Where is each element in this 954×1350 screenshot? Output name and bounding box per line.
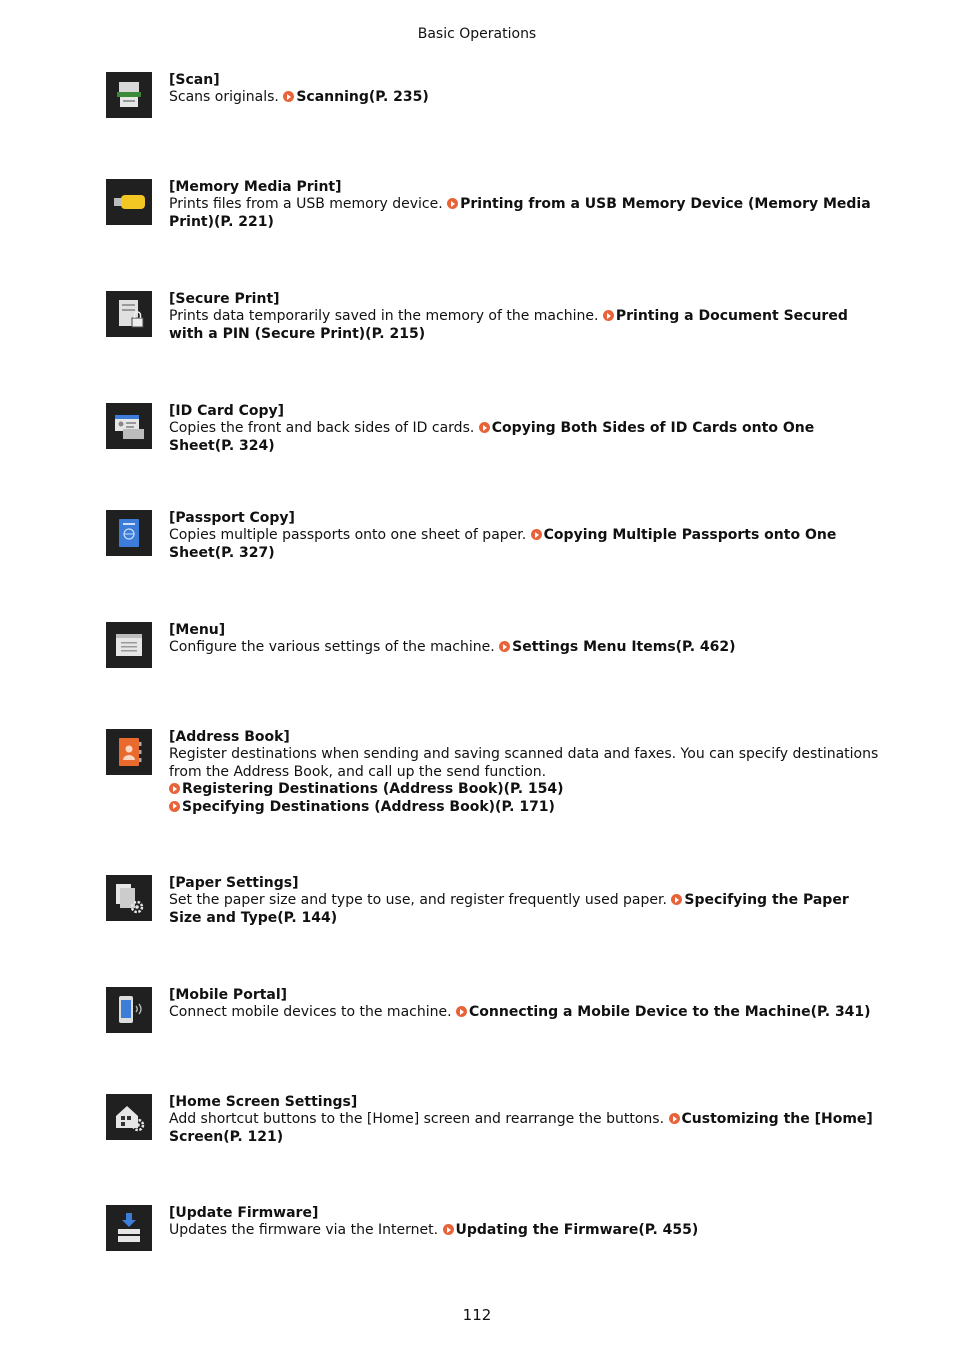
entry-description: Register destinations when sending and saving scanned data and faxes. You can specify destinations from the Address Book, and call up the send function. (169, 746, 879, 780)
entry-text (169, 72, 881, 107)
paper-settings-icon (106, 875, 152, 921)
reference-link[interactable]: Printing a Document Secured with a PIN (Secure Print)(P. 215) (169, 308, 848, 342)
entry-text (169, 987, 881, 1022)
reference-link[interactable]: Connecting a Mobile Device to the Machine(P. 341) (469, 1004, 871, 1021)
entry-description: Prints data temporarily saved in the memory of the machine. (169, 308, 599, 325)
link-arrow-icon (443, 1224, 454, 1235)
entry-description: Set the paper size and type to use, and register frequently used paper. (169, 892, 667, 909)
entry-title: [Update Firmware] (169, 1205, 319, 1221)
reference-link[interactable]: Scanning(P. 235) (296, 89, 429, 106)
entry-title: [Mobile Portal] (169, 987, 288, 1003)
link-arrow-icon (456, 1006, 467, 1017)
link-arrow-icon (669, 1113, 680, 1124)
entry-title: [Scan] (169, 72, 220, 88)
link-arrow-icon (169, 783, 180, 794)
entry-title: [Menu] (169, 622, 226, 638)
link-arrow-icon (499, 641, 510, 652)
entry-title: [Secure Print] (169, 291, 280, 307)
entry-text (169, 875, 881, 927)
entry-text (169, 729, 881, 816)
entry-description: Add shortcut buttons to the [Home] screen and rearrange the buttons. (169, 1111, 665, 1128)
reference-link[interactable]: Printing from a USB Memory Device (Memory Media Print)(P. 221) (169, 196, 871, 230)
entry-description: Scans originals. (169, 89, 279, 106)
reference-link[interactable]: Specifying the Paper Size and Type(P. 144) (169, 892, 849, 926)
entry-text (169, 1094, 881, 1146)
address-book-icon (106, 729, 152, 775)
page-header: Basic Operations (417, 26, 537, 42)
reference-link[interactable]: Registering Destinations (Address Book)(P. 154) (182, 781, 564, 798)
id-card-icon (106, 403, 152, 449)
entry-description: Configure the various settings of the machine. (169, 639, 495, 656)
link-arrow-icon (603, 310, 614, 321)
entry-text (169, 291, 881, 343)
entry-description: Prints files from a USB memory device. (169, 196, 443, 213)
entry-title: [Passport Copy] (169, 510, 295, 526)
reference-link[interactable]: Settings Menu Items(P. 462) (512, 639, 736, 656)
link-arrow-icon (169, 801, 180, 812)
entry-title: [Paper Settings] (169, 875, 299, 891)
link-arrow-icon (531, 529, 542, 540)
link-arrow-icon (671, 894, 682, 905)
passport-icon (106, 510, 152, 556)
home-settings-icon (106, 1094, 152, 1140)
entry-text (169, 510, 881, 562)
reference-link[interactable]: Copying Multiple Passports onto One Sheet(P. 327) (169, 527, 837, 561)
entry-text (169, 403, 881, 455)
entry-title: [Memory Media Print] (169, 179, 342, 195)
entry-text (169, 1205, 881, 1240)
entry-title: [ID Card Copy] (169, 403, 285, 419)
link-arrow-icon (447, 198, 458, 209)
scan-icon (106, 72, 152, 118)
usb-memory-icon (106, 179, 152, 225)
page-number: 112 (462, 1306, 492, 1324)
reference-link[interactable]: Specifying Destinations (Address Book)(P. 171) (182, 798, 555, 815)
update-firmware-icon (106, 1205, 152, 1251)
entry-title: [Home Screen Settings] (169, 1094, 358, 1110)
link-arrow-icon (283, 91, 294, 102)
entry-description: Copies multiple passports onto one sheet of paper. (169, 527, 527, 544)
entry-text (169, 622, 881, 657)
entry-description: Updates the firmware via the Internet. (169, 1222, 439, 1239)
menu-icon (106, 622, 152, 668)
entry-text (169, 179, 881, 231)
secure-print-icon (106, 291, 152, 337)
entry-title: [Address Book] (169, 729, 290, 745)
reference-link[interactable]: Updating the Firmware(P. 455) (455, 1222, 699, 1239)
mobile-portal-icon (106, 987, 152, 1033)
reference-link[interactable]: Customizing the [Home] Screen(P. 121) (169, 1111, 873, 1145)
link-arrow-icon (479, 422, 490, 433)
entry-description: Copies the front and back sides of ID cards. (169, 420, 475, 437)
entry-description: Connect mobile devices to the machine. (169, 1004, 452, 1021)
reference-link[interactable]: Copying Both Sides of ID Cards onto One Sheet(P. 324) (169, 420, 815, 454)
